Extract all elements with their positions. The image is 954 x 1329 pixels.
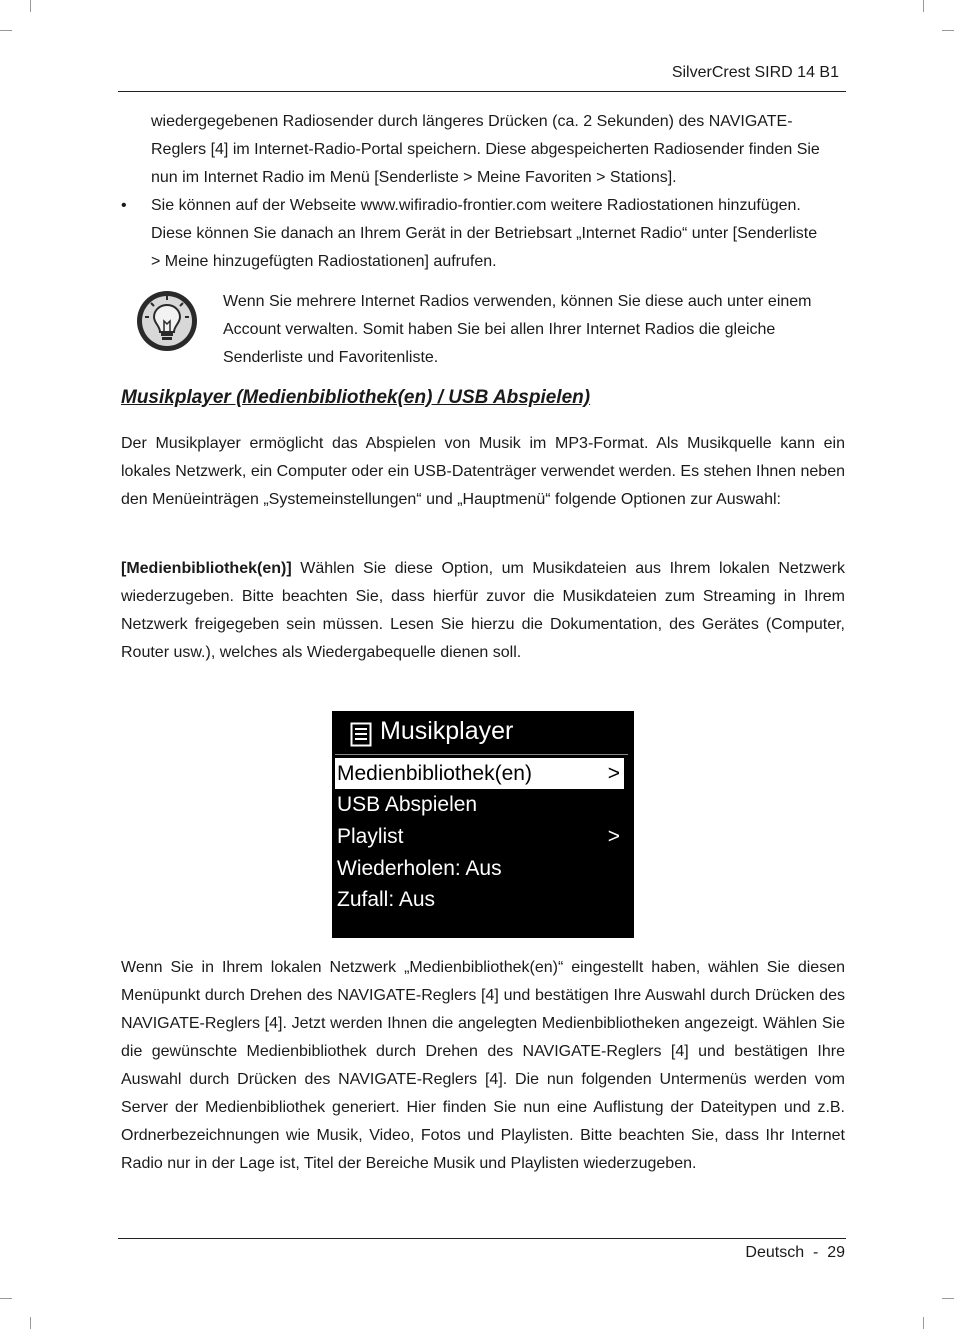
screen-title: Musikplayer bbox=[380, 717, 514, 745]
option-description: Wählen Sie diese Option, um Musikdateien aus Ihrem lokalen Netzwerk wiederzugeben. Bitte beachten Sie, dass hierfür zuvor die Musikdateien zum Streaming in Ihrem Netzwerk freigegeben sein müssen. Lesen Sie hierzu die Dokumentation, des Gerätes (Computer, Router usw.), welches als Wiedergabequelle dienen soll. bbox=[121, 560, 845, 661]
bullet-line: > Meine hinzugefügten Radiostationen] aufrufen. bbox=[151, 253, 497, 270]
tip-line: Senderliste und Favoritenliste. bbox=[223, 349, 439, 366]
bullet-line: Sie können auf der Webseite www.wifiradio-frontier.com weitere Radiostationen hinzufügen. bbox=[151, 197, 801, 214]
paragraph-medienbibliothek bbox=[121, 555, 845, 667]
menu-item-medienbibliothek[interactable] bbox=[335, 758, 624, 789]
screen-divider bbox=[335, 754, 628, 755]
menu-item-label: Wiederholen: Aus bbox=[337, 857, 502, 880]
menu-item-label: Medienbibliothek(en) bbox=[337, 762, 532, 785]
crop-mark bbox=[30, 1317, 31, 1329]
footer-rule bbox=[118, 1238, 846, 1239]
crop-mark bbox=[0, 1298, 12, 1299]
header-title: SilverCrest SIRD 14 B1 bbox=[671, 64, 839, 81]
paragraph-musikplayer: Der Musikplayer ermöglicht das Abspielen von Musik im MP3-Format. Als Musikquelle kann ein lokales Netzwerk, ein Computer oder ein USB-Datenträger verwendet werden. Es stehen Ihnen neben den Menüeinträgen „Systemeinstellungen“ und „Hauptmenü“ folgende Optionen zur Auswahl: bbox=[121, 435, 845, 508]
intro-line: wiedergegebenen Radiosender durch längeres Drücken (ca. 2 Sekunden) des NAVIGATE- bbox=[151, 113, 793, 130]
menu-item-label: USB Abspielen bbox=[337, 793, 478, 816]
tip-line: Wenn Sie mehrere Internet Radios verwenden, können Sie diese auch unter einem bbox=[223, 293, 812, 310]
crop-mark bbox=[30, 0, 31, 12]
chevron-right-icon: > bbox=[607, 762, 620, 785]
menu-item-label: Playlist bbox=[337, 825, 404, 848]
crop-mark bbox=[923, 0, 924, 12]
menu-item-label: Zufall: Aus bbox=[337, 888, 436, 911]
section-heading: Musikplayer (Medienbibliothek(en) / USB Abspielen) bbox=[121, 387, 591, 408]
intro-line: nun im Internet Radio im Menü [Senderliste > Meine Favoriten > Stations]. bbox=[151, 169, 677, 186]
menu-item-wiederholen[interactable] bbox=[335, 853, 624, 884]
header-rule bbox=[118, 91, 846, 92]
list-icon bbox=[350, 722, 372, 752]
crop-mark bbox=[942, 30, 954, 31]
menu-item-playlist[interactable] bbox=[335, 821, 624, 852]
tip-line: Account verwalten. Somit haben Sie bei allen Ihrer Internet Radios die gleiche bbox=[223, 321, 776, 338]
paragraph-navigation: Wenn Sie in Ihrem lokalen Netzwerk „Medienbibliothek(en)“ eingestellt haben, wählen Sie diesen Menüpunkt durch Drehen des NAVIGATE-Reglers [4] und bestätigen Ihre Auswahl durch Drücken des NAVIGATE-Reglers [4]. Jetzt werden Ihnen die angelegten Medienbibliotheken angezeigt. Wählen Sie die gewünschte Medienbibliothek durch Drehen des NAVIGATE-Reglers [4] und bestätigen Ihre Auswahl durch Drücken des NAVIGATE-Reglers [4]. Die nun folgenden Untermenüs werden vom Server der Medienbibliothek generiert. Hier finden Sie nun eine Auflistung der Dateitypen und z.B. Ordnerbezeichnungen wie Musik, Video, Fotos und Playlisten. Bitte beachten Sie, dass Ihr Internet Radio nur in der Lage ist, Titel der Bereiche Musik und Playlisten wiederzugeben. bbox=[121, 959, 845, 1172]
device-screen bbox=[332, 711, 634, 938]
bullet-line: Diese können Sie danach an Ihrem Gerät in der Betriebsart „Internet Radio“ unter [Senderliste bbox=[151, 225, 818, 242]
intro-line: Reglers [4] im Internet-Radio-Portal speichern. Diese abgespeicherten Radiosender finden Sie bbox=[151, 141, 820, 158]
chevron-right-icon: > bbox=[607, 825, 620, 848]
lightbulb-icon bbox=[135, 289, 199, 353]
menu-item-usb-abspielen[interactable] bbox=[335, 789, 624, 820]
menu-item-zufall[interactable] bbox=[335, 884, 624, 915]
crop-mark bbox=[923, 1317, 924, 1329]
bullet-symbol: • bbox=[121, 197, 127, 214]
crop-mark bbox=[0, 30, 12, 31]
page-number: Deutsch - 29 bbox=[745, 1244, 845, 1261]
option-name: [Medienbibliothek(en)] bbox=[121, 560, 292, 577]
crop-mark bbox=[942, 1298, 954, 1299]
